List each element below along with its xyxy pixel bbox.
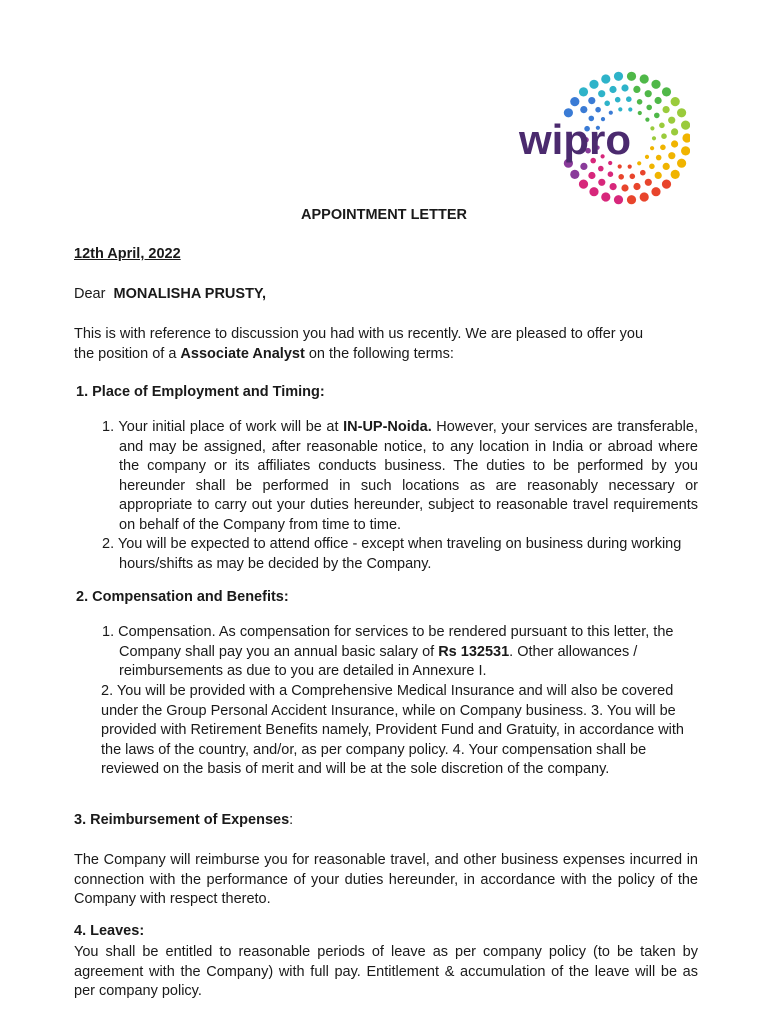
logo-dot: [662, 180, 671, 189]
salary-amount: Rs 132531: [438, 643, 510, 660]
logo-dot: [633, 86, 640, 93]
logo-dot: [659, 123, 665, 129]
logo-dot: [646, 105, 652, 111]
wipro-logo-wordmark: wipro: [519, 116, 631, 163]
logo-dot: [650, 146, 654, 150]
logo-dot: [610, 183, 617, 190]
logo-dot: [656, 155, 662, 161]
logo-dot: [614, 72, 623, 81]
logo-dot: [654, 113, 660, 119]
logo-dot: [601, 74, 610, 83]
letter-date: 12th April, 2022: [74, 246, 181, 262]
section-2-heading: 2. Compensation and Benefits:: [76, 589, 289, 605]
section-1-item-1: 1. Your initial place of work will be at IN-UP-Noida. However, your services are transferable, and may be assigned, after reasonable notice, to any location in India or abroad where the company or its affiliates conducts business. The duties to be performed by you hereunder shall be performed in such locations as are reasonably necessary or appropriate to carry out your duties hereunder, subject to reasonable travel requirements on behalf of the Company from time to time.: [102, 419, 698, 533]
logo-dot: [651, 80, 660, 89]
greeting: [74, 286, 266, 302]
logo-dot: [668, 152, 675, 159]
logo-dot: [655, 97, 662, 104]
logo-dot: [677, 108, 686, 117]
logo-dot: [681, 121, 690, 130]
logo-dot: [628, 165, 632, 169]
logo-dot: [628, 107, 632, 111]
logo-dot: [655, 172, 662, 179]
logo-dot: [618, 107, 622, 111]
logo-dot: [640, 192, 649, 201]
logo-dot: [645, 90, 652, 97]
section-1-list: [102, 418, 698, 574]
work-location: IN-UP-Noida.: [343, 419, 432, 435]
logo-dot: [668, 117, 675, 124]
logo-dot: [598, 90, 605, 97]
logo-dot: [627, 72, 636, 81]
logo-dot: [661, 133, 667, 139]
section-3-body: The Company will reimburse you for reasonable travel, and other business expenses incurred in connection with the performance of your duties hereunder, in accordance with the policy of the Company with respect thereto.: [74, 852, 698, 907]
logo-dot: [588, 172, 595, 179]
logo-dot: [681, 146, 690, 155]
section-4-body: You shall be entitled to reasonable periods of leave as per company policy (to be taken by agreement with the Company) with full pay. Entitlement & accumulation of the leave will be as per company policy.: [74, 944, 698, 999]
logo-dot: [608, 171, 614, 177]
logo-dot: [671, 140, 678, 147]
section-1-item-2: 2. You will be expected to attend office - except when traveling on business during working hours/shifts as may be decided by the Company.: [102, 536, 682, 572]
logo-dot: [588, 97, 595, 104]
intro-line-1: This is with reference to discussion you had with us recently. We are pleased to offer you: [74, 326, 644, 342]
logo-dot: [598, 166, 604, 172]
logo-dot: [595, 107, 601, 113]
logo-dot: [570, 97, 579, 106]
logo-dot: [609, 111, 613, 115]
logo-dot: [618, 164, 622, 168]
logo-dot: [640, 74, 649, 83]
logo-dot: [609, 86, 616, 93]
logo-dot: [671, 128, 678, 135]
recipient-name: MONALISHA PRUSTY,: [113, 286, 267, 302]
logo-dot: [589, 80, 598, 89]
logo-dot: [580, 163, 587, 170]
logo-dot: [614, 195, 623, 204]
logo-dot: [637, 99, 643, 105]
greeting-dear: Dear: [74, 286, 106, 302]
logo-dot: [601, 192, 610, 201]
logo-dot: [579, 180, 588, 189]
logo-dot: [580, 106, 587, 113]
logo-dot: [570, 170, 579, 179]
logo-dot: [671, 170, 680, 179]
logo-dot: [579, 87, 588, 96]
logo-dot: [645, 179, 652, 186]
page-title: APPOINTMENT LETTER: [301, 207, 467, 223]
logo-dot: [682, 133, 690, 142]
logo-dot: [660, 145, 666, 151]
intro-line-2: the position of a Associate Analyst on the following terms:: [74, 345, 454, 362]
logo-dot: [645, 155, 649, 159]
logo-dot: [650, 126, 654, 130]
logo-dot: [604, 101, 610, 107]
wipro-logo-graphic: [515, 68, 690, 208]
logo-dot: [618, 174, 624, 180]
logo-dot: [652, 136, 656, 140]
job-role: Associate Analyst: [180, 345, 305, 362]
section-3-heading: 3. Reimbursement of Expenses:: [74, 812, 294, 828]
logo-dot: [615, 97, 621, 103]
logo-dot: [626, 96, 632, 102]
logo-dot: [663, 106, 670, 113]
intro-paragraph: [74, 325, 698, 364]
logo-dot: [645, 118, 649, 122]
logo-dot: [598, 179, 605, 186]
logo-dot: [630, 174, 636, 180]
logo-dot: [589, 187, 598, 196]
logo-dot: [671, 97, 680, 106]
section-1-heading: 1. Place of Employment and Timing:: [76, 384, 325, 400]
logo-dot: [627, 195, 636, 204]
logo-dot: [677, 159, 686, 168]
logo-dot: [621, 184, 628, 191]
logo-dot: [651, 187, 660, 196]
logo-dot: [633, 183, 640, 190]
logo-dot: [663, 163, 670, 170]
logo-dot: [637, 161, 641, 165]
logo-dot: [649, 164, 655, 170]
logo-dot: [640, 170, 646, 176]
wipro-logo: [515, 68, 690, 208]
section-2-list: [102, 623, 698, 682]
section-2-item-1: 1. Compensation. As compensation for services to be rendered pursuant to this letter, the Company shall pay you an annual basic salary of Rs 132531. Other allowances / reimbursements as due to you are detailed in Annexure I.: [102, 624, 674, 679]
logo-dot: [621, 84, 628, 91]
section-4-heading: 4. Leaves:: [74, 923, 145, 939]
logo-dot: [638, 111, 642, 115]
section-2-benefits-block: 2. You will be provided with a Comprehensive Medical Insurance and will also be covered under the Group Personal Accident Insurance, while on Company business. 3. You will be provided with Retirement Benefits namely, Provident Fund and Gratuity, in accordance with the laws of the country, and/or, as per company policy. 4. Your compensation shall be reviewed on the basis of merit and will be at the sole discretion of the company.: [101, 683, 684, 777]
logo-dot: [662, 87, 671, 96]
